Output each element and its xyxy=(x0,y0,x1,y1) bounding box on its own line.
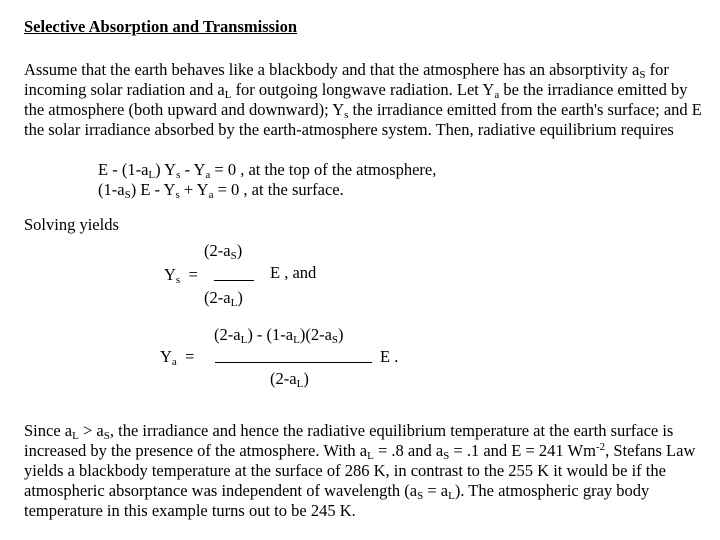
fraction-ys-lhs: $Y_s$ = xyxy=(164,265,198,286)
equilibrium-equations xyxy=(98,160,704,200)
page-title: Selective Absorption and Transmission xyxy=(24,17,298,36)
document-page xyxy=(24,14,704,521)
conclusion-paragraph: Since $a_L > a_S$, the irradiance and hence the radiative equilibrium temperature at the earth surface is increased by the presence of the atmosphere. With $a_L = .8$ and $a_S = .1$ and E = 241 $Wm^{-2}$, Stefans Law yields a blackbody temperature at the surface of 286 K, in contrast to the 255 K it would be if the atmospheric absorptance was independent of wavelength $(a_S = a_L)$. The atmospheric gray body temperature in this example turns out to be 245 K. xyxy=(24,421,696,520)
fraction-ys-numerator: $(2-a_S)$ xyxy=(204,241,243,262)
fraction-ys-tail: E , and xyxy=(270,263,317,282)
fraction-ya-denominator: $(2-a_L)$ xyxy=(270,369,309,390)
intro-paragraph: Assume that the earth behaves like a blackbody and that the atmosphere has an absorptivity $a_S$ for incoming solar radiation and $a_L$ for outgoing longwave radiation. Let $Y_a$ be the irradiance emitted by the atmosphere (both upward and downward); $Y_s$ the irradiance emitted from the earth's surface; and E the solar irradiance absorbed by the earth-atmosphere system. Then, radiative equilibrium requires xyxy=(24,60,702,139)
fraction-ya-numerator: $(2-a_L) - (1-a_L)(2-a_S)$ xyxy=(214,325,344,346)
fraction-ys-bar xyxy=(214,280,254,281)
fraction-ya-tail: E . xyxy=(380,347,399,366)
equation-surface: $(1-a_S)$ $E - Y_s + Y_a = 0$ , at the surface. xyxy=(98,180,344,201)
fraction-ys xyxy=(24,235,704,307)
solving-yields-text: Solving yields xyxy=(24,215,119,234)
equation-top-of-atmosphere: E - $(1-a_L)$ $Y_s - Y_a = 0$ , at the top of the atmosphere, xyxy=(98,160,437,181)
fraction-ya xyxy=(24,323,704,413)
fraction-ys-denominator: $(2-a_L)$ xyxy=(204,288,243,309)
fraction-ya-lhs: $Y_a$ = xyxy=(160,347,195,368)
fraction-ya-bar xyxy=(215,362,372,363)
